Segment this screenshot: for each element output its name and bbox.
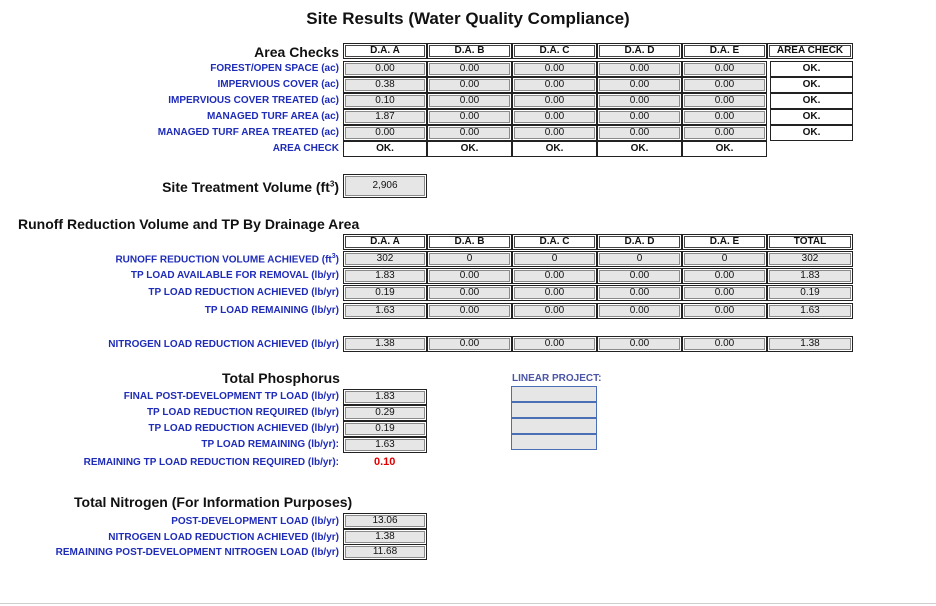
area-col-da-c: D.A. C <box>512 43 597 59</box>
area-cell[interactable]: 0.00 <box>427 61 512 77</box>
area-cell[interactable]: 0.00 <box>597 109 682 125</box>
tn-row-label: REMAINING POST-DEVELOPMENT NITROGEN LOAD (lb/yr) <box>55 547 339 558</box>
area-cell[interactable]: 0.00 <box>512 109 597 125</box>
tn-row-label: NITROGEN LOAD REDUCTION ACHIEVED (lb/yr) <box>108 532 339 543</box>
runoff-col-da-c: D.A. C <box>512 234 597 250</box>
area-cell[interactable]: 0.00 <box>597 125 682 141</box>
runoff-cell[interactable]: 0.00 <box>512 268 597 284</box>
area-check-ok: OK. <box>682 141 767 157</box>
nitrogen-cell[interactable]: 0.00 <box>427 336 512 352</box>
area-check-cell: OK. <box>770 109 853 125</box>
area-row-label: MANAGED TURF AREA TREATED (ac) <box>157 127 339 138</box>
area-cell[interactable]: 1.87 <box>343 109 427 125</box>
linear-project-cell[interactable] <box>511 434 597 450</box>
area-cell[interactable]: 0.00 <box>427 125 512 141</box>
linear-project-label: LINEAR PROJECT: <box>512 373 602 384</box>
tp-row-label: TP LOAD REDUCTION REQUIRED (lb/yr) <box>146 407 339 418</box>
runoff-cell[interactable]: 0.00 <box>427 285 512 301</box>
area-col-da-a: D.A. A <box>343 43 427 59</box>
tn-value[interactable]: 1.38 <box>343 529 427 545</box>
tp-row-label: TP LOAD REMAINING (lb/yr): <box>201 439 339 450</box>
area-check-ok: OK. <box>512 141 597 157</box>
area-check-cell: OK. <box>770 77 853 93</box>
linear-project-cell[interactable] <box>511 418 597 434</box>
runoff-cell[interactable]: 1.63 <box>343 303 427 319</box>
runoff-col-da-b: D.A. B <box>427 234 512 250</box>
area-cell[interactable]: 0.00 <box>427 77 512 93</box>
runoff-row-label: TP LOAD AVAILABLE FOR REMOVAL (lb/yr) <box>130 270 339 281</box>
area-check-ok: OK. <box>343 141 427 157</box>
area-cell[interactable]: 0.00 <box>512 125 597 141</box>
area-cell[interactable]: 0.00 <box>512 93 597 109</box>
area-row-label: FOREST/OPEN SPACE (ac) <box>210 63 339 74</box>
runoff-col-total: TOTAL <box>767 234 853 250</box>
area-cell[interactable]: 0.00 <box>512 61 597 77</box>
area-col-da-b: D.A. B <box>427 43 512 59</box>
runoff-cell[interactable]: 0.00 <box>427 303 512 319</box>
area-row-label: IMPERVIOUS COVER (ac) <box>217 79 339 90</box>
area-cell[interactable]: 0.00 <box>427 93 512 109</box>
area-check-ok: OK. <box>427 141 512 157</box>
area-row-label: MANAGED TURF AREA (ac) <box>206 111 339 122</box>
area-cell[interactable]: 0.00 <box>343 61 427 77</box>
linear-project-cell[interactable] <box>511 386 597 402</box>
area-cell[interactable]: 0.00 <box>512 77 597 93</box>
linear-project-cell[interactable] <box>511 402 597 418</box>
area-check-row-label: AREA CHECK <box>272 143 339 154</box>
runoff-total-cell[interactable]: 302 <box>767 251 853 267</box>
area-cell[interactable]: 0.00 <box>682 125 767 141</box>
runoff-row-label: RUNOFF REDUCTION VOLUME ACHIEVED $(ft^3)$ <box>115 253 339 266</box>
site-treatment-value[interactable]: 2,906 <box>343 174 427 198</box>
runoff-heading: Runoff Reduction Volume and TP By Drainage Area <box>18 216 360 232</box>
remaining-tp-value: 0.10 <box>374 456 396 468</box>
runoff-col-da-a: D.A. A <box>343 234 427 250</box>
runoff-total-cell[interactable]: 1.83 <box>767 268 853 284</box>
area-cell[interactable]: 0.00 <box>682 61 767 77</box>
area-check-cell: OK. <box>770 61 853 77</box>
runoff-cell[interactable]: 0.00 <box>597 285 682 301</box>
runoff-cell[interactable]: 1.83 <box>343 268 427 284</box>
runoff-cell[interactable]: 302 <box>343 251 427 267</box>
area-cell[interactable]: 0.00 <box>597 61 682 77</box>
area-col-check: AREA CHECK <box>767 43 853 59</box>
total-nitrogen-heading: Total Nitrogen (For Information Purposes) <box>74 494 353 510</box>
runoff-row-label: TP LOAD REDUCTION ACHIEVED (lb/yr) <box>148 287 339 298</box>
bottom-divider <box>0 603 936 604</box>
nitrogen-cell[interactable]: 0.00 <box>682 336 767 352</box>
page-title: Site Results (Water Quality Compliance) <box>306 9 630 28</box>
runoff-cell[interactable]: 0.00 <box>597 303 682 319</box>
area-cell[interactable]: 0.38 <box>343 77 427 93</box>
tp-value[interactable]: 1.83 <box>343 389 427 405</box>
runoff-cell[interactable]: 0.00 <box>682 303 767 319</box>
total-phosphorus-heading: Total Phosphorus <box>222 370 340 386</box>
tp-value[interactable]: 1.63 <box>343 437 427 453</box>
tn-row-label: POST-DEVELOPMENT LOAD (lb/yr) <box>171 516 339 527</box>
area-check-cell: OK. <box>770 93 853 109</box>
runoff-total-cell[interactable]: 0.19 <box>767 285 853 301</box>
nitrogen-row-label: NITROGEN LOAD REDUCTION ACHIEVED (lb/yr) <box>108 339 339 350</box>
area-cell[interactable]: 0.00 <box>682 77 767 93</box>
tp-value[interactable]: 0.29 <box>343 405 427 421</box>
runoff-col-da-d: D.A. D <box>597 234 682 250</box>
area-row-label: IMPERVIOUS COVER TREATED (ac) <box>168 95 339 106</box>
area-check-cell: OK. <box>770 125 853 141</box>
runoff-cell[interactable]: 0.00 <box>682 268 767 284</box>
tp-value[interactable]: 0.19 <box>343 421 427 437</box>
runoff-cell[interactable]: 0.00 <box>427 268 512 284</box>
runoff-cell[interactable]: 0.00 <box>597 268 682 284</box>
area-cell[interactable]: 0.00 <box>343 125 427 141</box>
nitrogen-cell[interactable]: 0.00 <box>512 336 597 352</box>
site-treatment-label: Site Treatment Volume $(ft^3)$ <box>162 179 339 195</box>
tn-value[interactable]: 11.68 <box>343 544 427 560</box>
nitrogen-total-cell[interactable]: 1.38 <box>767 336 853 352</box>
area-cell[interactable]: 0.00 <box>682 109 767 125</box>
remaining-tp-label: REMAINING TP LOAD REDUCTION REQUIRED (lb/yr): <box>83 457 339 468</box>
runoff-cell[interactable]: 0 <box>597 251 682 267</box>
runoff-cell[interactable]: 0.00 <box>512 285 597 301</box>
area-checks-heading: Area Checks <box>254 44 339 60</box>
nitrogen-cell[interactable]: 0.00 <box>597 336 682 352</box>
runoff-cell[interactable]: 0 <box>682 251 767 267</box>
area-col-da-d: D.A. D <box>597 43 682 59</box>
nitrogen-cell[interactable]: 1.38 <box>343 336 427 352</box>
runoff-total-cell[interactable]: 1.63 <box>767 303 853 319</box>
tn-value[interactable]: 13.06 <box>343 513 427 529</box>
area-col-da-e: D.A. E <box>682 43 767 59</box>
area-cell[interactable]: 0.00 <box>682 93 767 109</box>
area-cell[interactable]: 0.00 <box>427 109 512 125</box>
area-check-ok: OK. <box>597 141 682 157</box>
tp-row-label: TP LOAD REDUCTION ACHIEVED (lb/yr) <box>148 423 339 434</box>
tp-row-label: FINAL POST-DEVELOPMENT TP LOAD (lb/yr) <box>123 391 339 402</box>
area-cell[interactable]: 0.00 <box>597 77 682 93</box>
runoff-cell[interactable]: 0.19 <box>343 285 427 301</box>
runoff-row-label: TP LOAD REMAINING (lb/yr) <box>204 305 339 316</box>
runoff-cell[interactable]: 0.00 <box>682 285 767 301</box>
runoff-cell[interactable]: 0.00 <box>512 303 597 319</box>
area-cell[interactable]: 0.10 <box>343 93 427 109</box>
runoff-cell[interactable]: 0 <box>512 251 597 267</box>
runoff-cell[interactable]: 0 <box>427 251 512 267</box>
runoff-col-da-e: D.A. E <box>682 234 767 250</box>
area-cell[interactable]: 0.00 <box>597 93 682 109</box>
